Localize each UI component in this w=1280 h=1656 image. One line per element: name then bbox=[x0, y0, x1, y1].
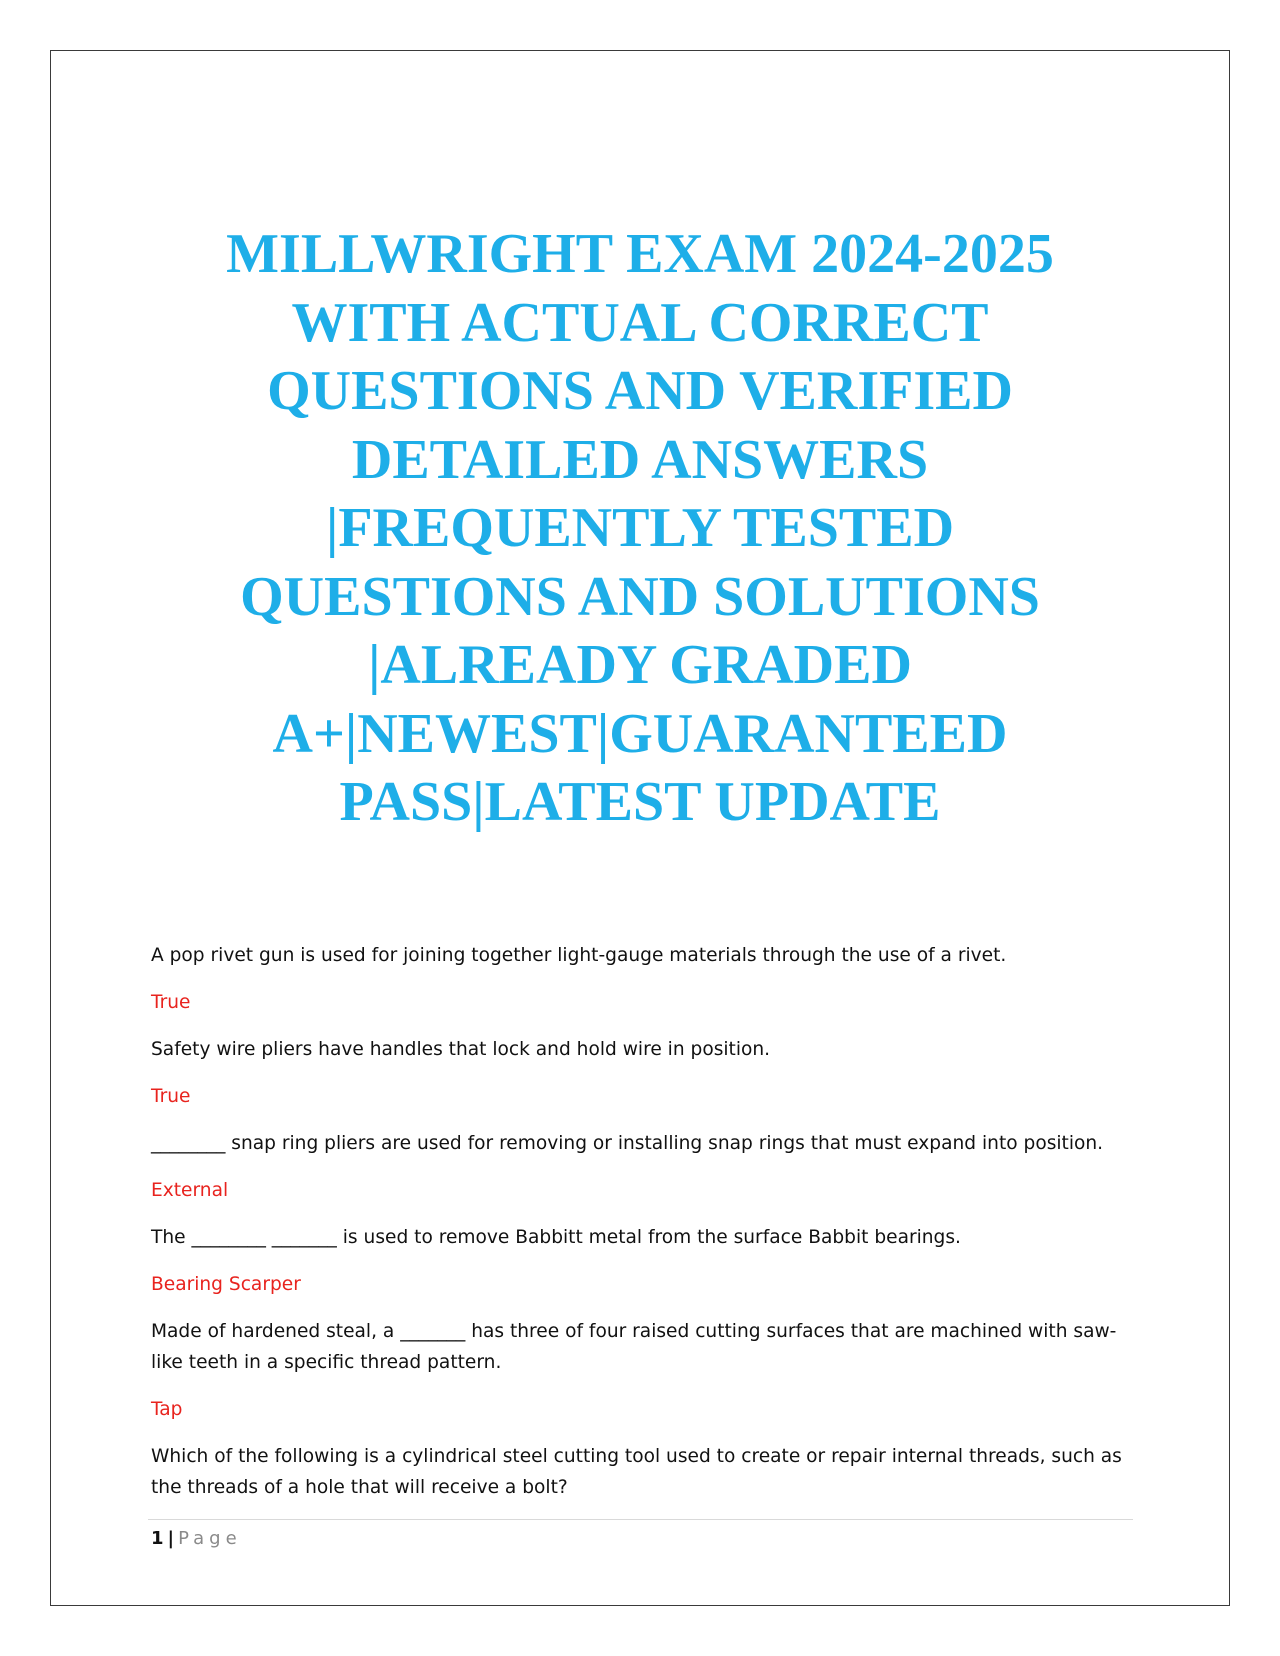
question-text: Which of the following is a cylindrical steel cutting tool used to create or repair internal threads, such as the threads of a hole that will receive a bolt? bbox=[151, 1446, 1122, 1498]
title-line: MILLWRIGHT EXAM 2024-2025 bbox=[226, 223, 1054, 285]
answer-text: External bbox=[151, 1180, 229, 1201]
answer-text: True bbox=[151, 1086, 191, 1107]
question-text: Made of hardened steal, a _______ has three of four raised cutting surfaces that are machined with saw-like teeth in a specific thread pattern. bbox=[151, 1321, 1117, 1373]
footer-divider bbox=[148, 1519, 1133, 1520]
title-line: QUESTIONS AND SOLUTIONS bbox=[240, 565, 1040, 628]
footer-separator: | bbox=[167, 1528, 175, 1549]
question-text: The ________ _______ is used to remove Babbitt metal from the surface Babbit bearings. bbox=[151, 1227, 961, 1248]
page-footer bbox=[151, 1527, 242, 1551]
title-line: WITH ACTUAL CORRECT bbox=[291, 291, 989, 354]
page-label: Page bbox=[178, 1528, 242, 1549]
question-answer-list bbox=[151, 940, 1141, 1519]
question-text: ________ snap ring pliers are used for removing or installing snap rings that must expand into position. bbox=[151, 1133, 1104, 1154]
answer-text: True bbox=[151, 992, 191, 1013]
title-line: |ALREADY GRADED bbox=[368, 634, 912, 696]
answer-text: Tap bbox=[151, 1399, 183, 1420]
answer-text: Bearing Scarper bbox=[151, 1274, 301, 1295]
title-line: DETAILED ANSWERS bbox=[351, 428, 929, 491]
title-line: QUESTIONS AND VERIFIED bbox=[267, 360, 1013, 422]
title-line: PASS|LATEST UPDATE bbox=[339, 771, 941, 833]
title-line: A+|NEWEST|GUARANTEED bbox=[272, 702, 1008, 765]
question-text: A pop rivet gun is used for joining together light-gauge materials through the use of a rivet. bbox=[151, 945, 1007, 966]
title-line: |FREQUENTLY TESTED bbox=[325, 497, 955, 559]
page-number: 1 bbox=[151, 1528, 164, 1549]
question-text: Safety wire pliers have handles that lock and hold wire in position. bbox=[151, 1039, 771, 1060]
document-title bbox=[150, 220, 1130, 837]
